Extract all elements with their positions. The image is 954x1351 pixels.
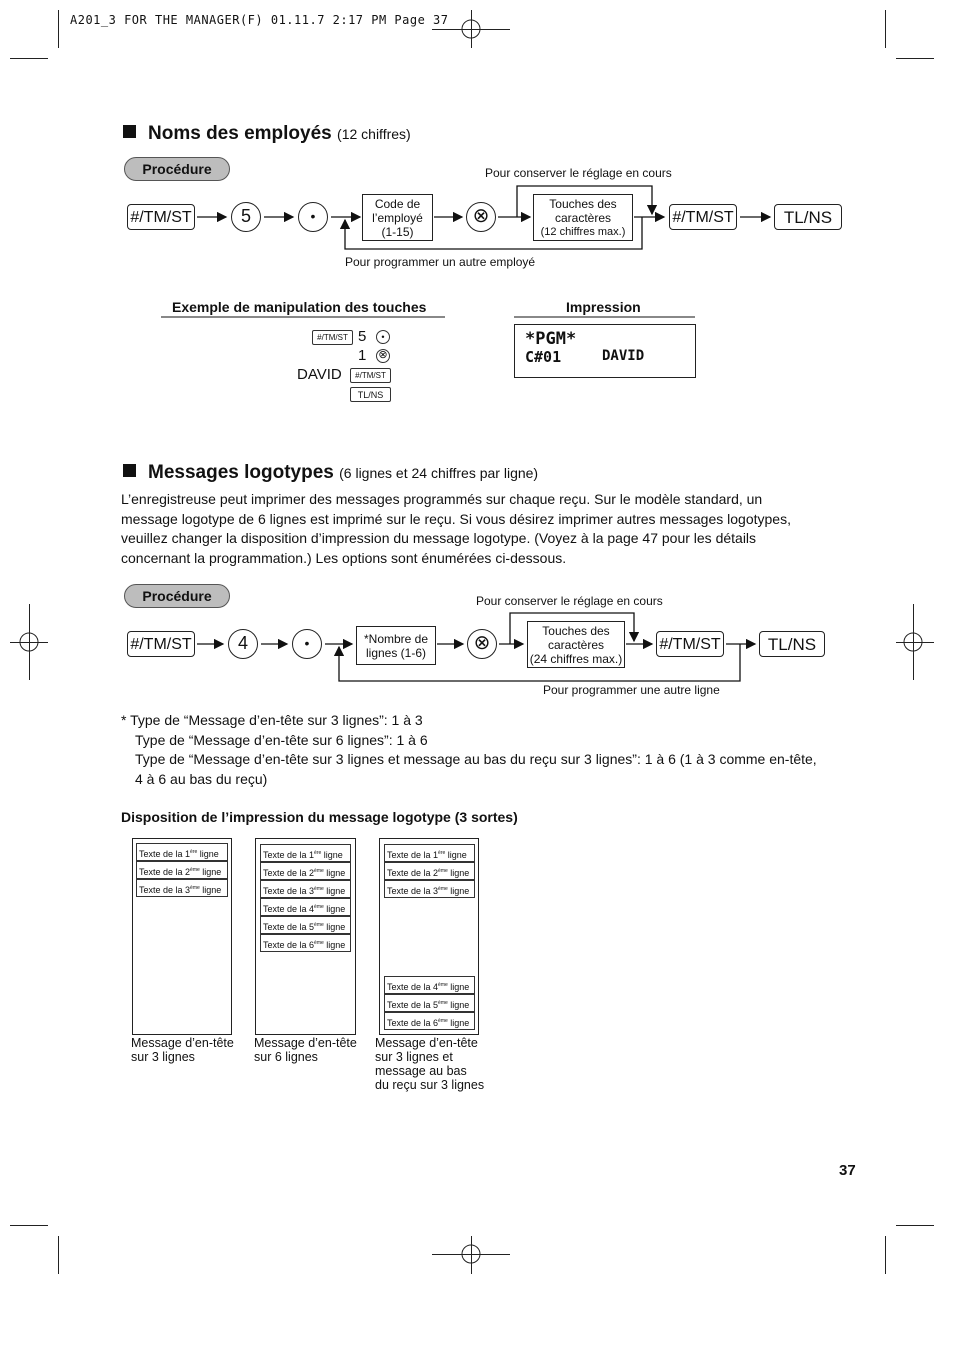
- page-number: 37: [839, 1162, 856, 1179]
- caption-layout-3: Message d’en-tête sur 3 lignes et message au bas du reçu sur 3 lignes: [375, 1036, 485, 1092]
- key-4: 4: [228, 629, 258, 659]
- receipt-text-line: Texte de la 4ème ligne: [384, 976, 475, 994]
- caption-layout-2: Message d’en-tête sur 6 lignes: [254, 1036, 357, 1064]
- receipt-layout-header-footer: [379, 838, 479, 1035]
- receipt-text-line: Texte de la 6ème ligne: [384, 1012, 475, 1030]
- receipt-text-line: Texte de la 3ème ligne: [384, 880, 475, 898]
- receipt-text-line: Texte de la 2ème ligne: [136, 861, 228, 879]
- key-tl-ns-2: TL/NS: [759, 631, 825, 657]
- key-tl-ns: TL/NS: [774, 204, 842, 230]
- example-heading: Exemple de manipulation des touches: [172, 299, 427, 315]
- procedure-badge-2: Procédure: [124, 584, 230, 608]
- receipt-text-line: Texte de la 5ème ligne: [384, 994, 475, 1012]
- example-key-tm-st: #/TM/ST: [312, 330, 353, 345]
- section-title-logo-messages: Messages logotypes (6 lignes et 24 chiffres par ligne): [123, 462, 538, 484]
- receipt-text-line: Texte de la 1ère ligne: [384, 844, 475, 862]
- key-tm-st: #/TM/ST: [127, 204, 195, 230]
- receipt-text-line: Texte de la 4ème ligne: [260, 898, 351, 916]
- print-header: A201_3 FOR THE MANAGER(F) 01.11.7 2:17 PM Page 37: [70, 13, 449, 27]
- loop-label-repeat-2: Pour programmer une autre ligne: [543, 683, 720, 697]
- printout-box: [514, 324, 696, 378]
- notes: * Type de “Message d’en-tête sur 3 lignes”: 1 à 3 Type de “Message d’en-tête sur 6 lignes”: 1 à 6 Type de “Message d’en-tête sur 3 lignes et message au bas du reçu sur 3 lignes”: 1 à 6 (1 à 3 comme en-tête, 4 à 6 au bas du reçu): [121, 712, 817, 787]
- example-multiply-icon: ⊗: [376, 349, 390, 363]
- multiply-key-icon: ⊗: [466, 202, 496, 232]
- example-decimal-icon: •: [376, 330, 390, 344]
- key-tm-st-2: #/TM/ST: [669, 204, 737, 230]
- receipt-text-line: Texte de la 6ème ligne: [260, 934, 351, 952]
- section-title-employee-names: Noms des employés (12 chiffres): [123, 123, 411, 145]
- receipt-text-line: Texte de la 1ère ligne: [136, 843, 228, 861]
- key-decimal: •: [298, 202, 328, 232]
- box-employee-code: Code de l’employé (1-15): [362, 194, 433, 241]
- layout-heading: Disposition de l’impression du message logotype (3 sortes): [121, 809, 518, 825]
- box-line-count: *Nombre de lignes (1-6): [356, 626, 436, 665]
- example-number-5: 5: [358, 328, 367, 345]
- example-key-tl-ns: TL/NS: [350, 387, 391, 402]
- key-5: 5: [231, 202, 261, 232]
- bullet-square-icon: [123, 464, 136, 477]
- receipt-text-line: Texte de la 2ème ligne: [260, 862, 351, 880]
- receipt-layout-header-3: [132, 838, 232, 1035]
- receipt-text-line: Texte de la 3ème ligne: [260, 880, 351, 898]
- example-number-1: 1: [358, 347, 367, 364]
- bullet-square-icon: [123, 125, 136, 138]
- procedure-badge: Procédure: [124, 157, 230, 181]
- receipt-text-line: Texte de la 2ème ligne: [384, 862, 475, 880]
- loop-label-keep-2: Pour conserver le réglage en cours: [476, 594, 663, 608]
- receipt-layout-header-6: [255, 838, 356, 1035]
- receipt-text-line: Texte de la 3ème ligne: [136, 879, 228, 897]
- receipt-text-line: Texte de la 1ère ligne: [260, 844, 351, 862]
- print-heading: Impression: [566, 299, 641, 315]
- printout-clerk-name: DAVID: [602, 348, 645, 364]
- printout-clerk-code: C#01: [525, 348, 562, 366]
- receipt-text-line: Texte de la 5ème ligne: [260, 916, 351, 934]
- box-character-keys-2: Touches des caractères (24 chiffres max.): [527, 621, 625, 668]
- example-key-tm-st-2: #/TM/ST: [350, 368, 391, 383]
- printout-line-pgm: *PGM*: [525, 329, 577, 349]
- intro-paragraph: L’enregistreuse peut imprimer des messages programmés sur chaque reçu. Sur le modèle standard, un message logotype de 6 lignes est imprimé sur le reçu. Si vous désirez imprimer autres messages logotypes, veuillez changer la disposition d’impression du message logotype. (Voyez à la page 47 pour les détails concernant la programmation.) Les options sont énumérées ci-dessous.: [121, 491, 791, 566]
- loop-label-keep: Pour conserver le réglage en cours: [485, 166, 672, 180]
- key-decimal-2: •: [292, 629, 322, 659]
- multiply-key-icon-2: ⊗: [467, 629, 497, 659]
- key-tm-st-3: #/TM/ST: [127, 631, 195, 657]
- caption-layout-1: Message d’en-tête sur 3 lignes: [131, 1036, 234, 1064]
- box-character-keys: Touches des caractères (12 chiffres max.): [533, 194, 633, 241]
- key-tm-st-4: #/TM/ST: [656, 631, 724, 657]
- example-text-david: DAVID: [297, 366, 342, 383]
- loop-label-repeat: Pour programmer un autre employé: [345, 255, 536, 269]
